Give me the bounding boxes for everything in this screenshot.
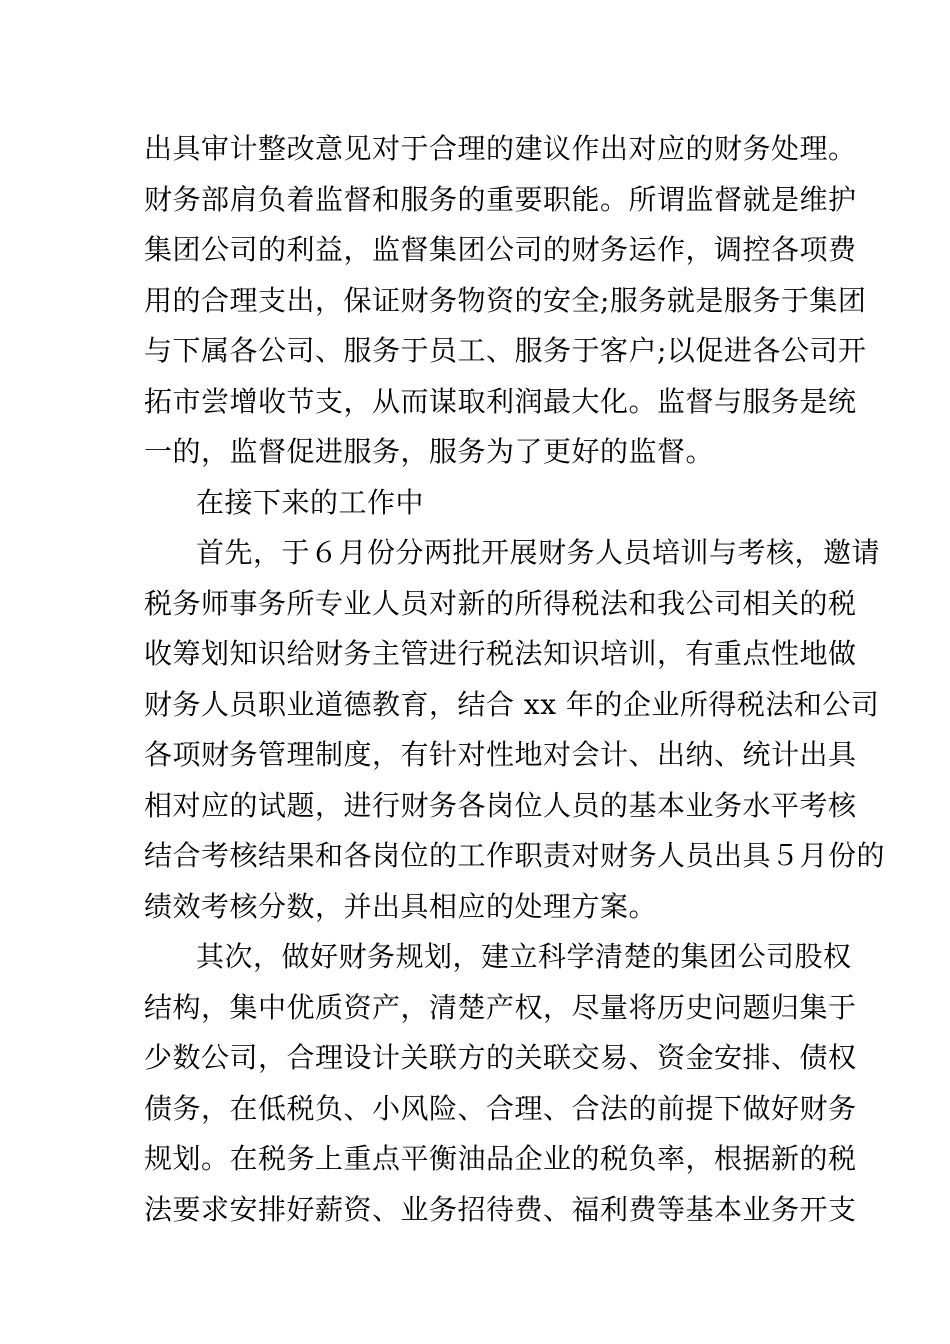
paragraph-first-line: 其次，做好财务规划，建立科学清楚的集团公司股权 — [196, 940, 852, 973]
text-line: 一的，监督促进服务，服务为了更好的监督。 — [144, 435, 715, 468]
text-line: 债务，在低税负、小风险、合理、合法的前提下做好财务 — [144, 1091, 857, 1125]
text-line: 规划。在税务上重点平衡油品企业的税负率，根据新的税 — [144, 1142, 857, 1175]
text-line: 与下属各公司、服务于员工、服务于客户;以促进各公司开 — [144, 334, 867, 367]
text-line: 各项财务管理制度，有针对性地对会计、出纳、统计出具 — [144, 738, 857, 771]
text-line: 拓市尝增收节支，从而谋取利润最大化。监督与服务是统 — [144, 384, 857, 418]
text-line: 财务人员职业道德教育，结合 xx 年的企业所得税法和公司 — [144, 687, 880, 721]
text-line: 少数公司，合理设计关联方的关联交易、资金安排、债权 — [144, 1041, 857, 1074]
document-body — [144, 124, 886, 1235]
text-line: 收筹划知识给财务主管进行税法知识培训，有重点性地做 — [144, 637, 857, 670]
text-line: 税务师事务所专业人员对新的所得税法和我公司相关的税 — [144, 586, 857, 620]
text-line: 绩效考核分数，并出具相应的处理方案。 — [144, 889, 658, 923]
text-line: 结合考核结果和各岗位的工作职责对财务人员出具５月份的 — [144, 839, 886, 872]
text-line: 集团公司的利益，监督集团公司的财务运作，调控各项费 — [144, 233, 857, 266]
text-line: 结构，集中优质资产，清楚产权，尽量将历史问题归集于 — [144, 990, 857, 1024]
text-line: 出具审计整改意见对于合理的建议作出对应的财务处理。 — [144, 132, 857, 165]
text-line: 用的合理支出，保证财务物资的安全;服务就是服务于集团 — [144, 283, 867, 317]
paragraph-first-line: 首先，于６月份分两批开展财务人员培训与考核，邀请 — [196, 536, 881, 569]
text-line: 法要求安排好薪资、业务招待费、福利费等基本业务开支 — [144, 1192, 857, 1226]
section-heading: 在接下来的工作中 — [196, 485, 425, 519]
text-line: 相对应的试题，进行财务各岗位人员的基本业务水平考核 — [144, 788, 857, 822]
text-line: 财务部肩负着监督和服务的重要职能。所谓监督就是维护 — [144, 182, 857, 216]
